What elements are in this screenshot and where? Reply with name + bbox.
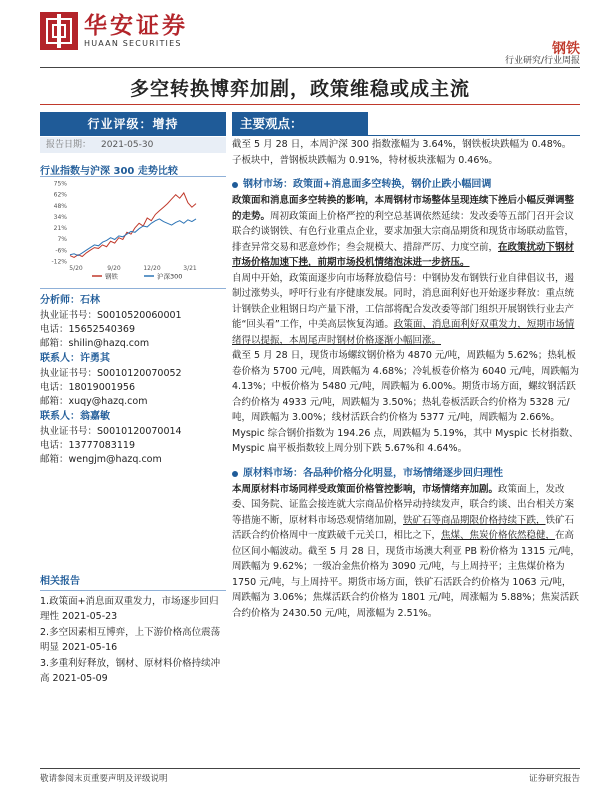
y-tick-label: -6%	[55, 247, 67, 255]
footer-divider	[40, 768, 580, 769]
related-report-item[interactable]: 2.多空因素相互博弈，上下游价格高位震荡明显 2021-05-16	[40, 627, 221, 653]
x-tick-label: 5/20	[69, 265, 83, 272]
raw-highlight: 铁矿石等商品期限价格持续下跌，	[403, 514, 546, 526]
legend-label: 沪深300	[157, 272, 183, 281]
section-raw-materials	[232, 466, 580, 482]
steel-lead-sentence: 政策面和消息面多空转换的影响，本周钢材市场整体呈现连续下挫后小幅反弹调整的走势。	[232, 195, 575, 222]
series-line	[70, 193, 196, 258]
analyst-contacts	[40, 288, 226, 467]
contact-phone: 电话：18019001956	[40, 382, 135, 393]
contact-email[interactable]: 邮箱：wengjm@hazq.com	[40, 454, 162, 465]
company-logo	[40, 12, 188, 50]
logo-chinese-name: 华安证券	[84, 12, 188, 39]
section-steel-market	[232, 177, 580, 193]
y-tick-label: 48%	[53, 202, 67, 210]
bullet-icon	[232, 182, 238, 188]
steel-paragraph-3: 截至 5 月 28 日，现货市场螺纹钢价格为 4870 元/吨，周跌幅为 5.62%；热轧板卷价格为 5700 元/吨，周跌幅为 4.68%；冷轧板卷价格为 6040 元/吨，周跌幅为 4.13%；中板价格为 5480 元/吨，周跌幅为 6.00%。期货市场方面，螺纹钢活跃合约价格为 4933 元/吨，周跌幅为 3.50%；热轧卷板活跃合约价格为 5328 元/吨，周跌幅为 3.00%；线材活跃合约价格为 5377 元/吨，周跌幅为 2.66%。Myspic 综合钢价指数为 194.26 点，周跌幅为 5.19%，其中 Myspic 长材指数、Myspic 扁平板指数较上周分别下跌 5.67%和 4.64%。	[232, 350, 580, 454]
analyst-title: 分析师：石林	[40, 295, 100, 306]
logo-english-name: HUAAN SECURITIES	[84, 39, 182, 48]
analyst-email[interactable]: 邮箱：shilin@hazq.com	[40, 338, 150, 349]
report-date-label: 报告日期：	[46, 140, 92, 150]
analyst-block	[40, 293, 226, 351]
report-date-value: 2021-05-30	[101, 140, 154, 150]
sector-label: 钢铁	[552, 41, 580, 57]
key-points-divider	[368, 135, 580, 136]
y-tick-label: -12%	[51, 258, 67, 266]
x-tick-label: 3/21	[183, 265, 197, 272]
legend-label: 钢铁	[105, 272, 118, 281]
bullet-icon	[232, 471, 238, 477]
series-line	[70, 219, 196, 256]
contact-cert: 执业证书号：S0010120070052	[40, 368, 182, 379]
header-divider	[40, 67, 580, 68]
steel-text: 周初政策面上价格严控的利空总基调依然延续：发改委等五部门召开会议联合约谈钢铁、有色行业重点企业，要求加强大宗商品期货和现货市场联动监管，排查异常交易和恶意炒作；叁会规模大、措辞严厉、力度空前，	[232, 210, 575, 253]
chart-svg	[40, 177, 226, 281]
analyst-phone: 电话：15652540369	[40, 324, 135, 335]
related-reports-title: 相关报告	[40, 572, 226, 591]
report-date	[40, 137, 226, 153]
report-type-footer: 证券研究报告	[528, 774, 580, 784]
x-tick-label: 9/20	[107, 265, 121, 272]
raw-materials-paragraph	[232, 482, 580, 622]
steel-text: 自周中开始，政策面逐步向市场释放稳信号：中钢协发布钢铁行业自律倡议书，遏制过涨势头，呼吁行业有序健康发展。同时，消息面利好也开始逐步释放：重点统计钢铁企业粗钢日均产量下滑，工信部将配合发改委等部门组织开展钢铁行业去产能“回头看”工作，中美高层恢复沟通。	[232, 272, 575, 330]
y-tick-label: 34%	[53, 213, 67, 221]
raw-lead-sentence: 本周原材料市场同样受政策面价格管控影响，市场情绪弃加剧。	[232, 483, 499, 495]
steel-highlight: 政策面、消息面利好双重发力，短期市场情绪得以提振，本周尾声时钢材价格逐渐小幅回涨。	[232, 319, 575, 346]
steel-paragraph-1	[232, 193, 580, 271]
report-category: 行业研究/行业周报	[504, 56, 580, 66]
analyst-cert: 执业证书号：S0010520060001	[40, 310, 182, 321]
y-tick-label: 75%	[53, 180, 67, 188]
index-comparison-chart	[40, 176, 226, 280]
raw-text: 铁矿石活跃合约价格周中一度跌破千元关口，相比之下，	[232, 514, 575, 541]
related-report-item[interactable]: 3.多重利好释放，钢材、原材料价格持续冲高 2021-05-09	[40, 658, 221, 684]
industry-rating: 行业评级：增持	[40, 112, 226, 136]
related-reports	[40, 572, 226, 688]
x-tick-label: 12/20	[143, 265, 161, 272]
key-points-header: 主要观点：	[232, 112, 368, 136]
contact-block	[40, 409, 226, 467]
contact-title: 联系人：许勇其	[40, 353, 110, 364]
steel-paragraph-2	[232, 271, 580, 349]
key-points-body	[232, 137, 580, 621]
contact-title: 联系人：翁嘉敏	[40, 411, 110, 422]
title-divider	[40, 104, 580, 105]
y-tick-label: 21%	[53, 225, 67, 233]
related-report-item[interactable]: 1.政策面+消息面双重发力，市场逐步回归理性 2021-05-23	[40, 596, 219, 622]
raw-highlight: 焦煤、焦炭价格依然稳健，	[441, 530, 556, 541]
contact-cert: 执业证书号：S0010120070014	[40, 426, 182, 437]
report-title: 多空转换博弈加剧，政策维稳或成主流	[129, 78, 470, 100]
chart-title: 行业指数与沪深 300 走势比较	[40, 166, 178, 177]
section-title: 钢材市场：政策面+消息面多空转换，钢价止跌小幅回调	[243, 179, 492, 190]
steel-highlight: 在政策扰动下钢材市场价格加速下挫，前期市场投机情绪泡沫进一步挤压。	[232, 241, 575, 268]
logo-seal-icon	[40, 12, 78, 50]
section-title: 原材料市场：各品种价格分化明显，市场情绪逐步回归理性	[243, 467, 503, 479]
raw-text: 政策面上，发改委、国务院、证监会接连就大宗商品价格异动持续发声，联合约谈、出台相关方案等措施不断，原材料市场恐观情绪加剧，	[232, 483, 575, 526]
contact-email[interactable]: 邮箱：xuqy@hazq.com	[40, 396, 148, 407]
contact-block	[40, 351, 226, 409]
raw-text: 在高位区间小幅波动。截至 5 月 28 日，现货市场澳大利亚 PB 粉价格为 1315 元/吨，周跌幅为 9.62%；一级冶金焦价格为 3090 元/吨，与上周持平；主焦煤价格为 1750 元/吨，与上周持平。期货市场方面，铁矿石活跃合约价格为 1063 元/吨，周跌幅为 3.06%；焦煤活跃合约价格为 1801 元/吨，周涨幅为 5.88%；焦炭活跃合约价格为 2430.50 元/吨，周涨幅为 2.51%。	[232, 530, 580, 619]
disclaimer-note[interactable]: 敬请参阅末页重要声明及评级说明	[40, 774, 168, 784]
y-tick-label: 7%	[57, 236, 67, 244]
weekly-summary: 截至 5 月 28 日，本周沪深 300 指数涨幅为 3.64%，钢铁板块跌幅为 0.48%。子板块中，普钢板块跌幅为 0.91%，特材板块涨幅为 0.46%。	[232, 139, 572, 166]
contact-phone: 电话：13777083119	[40, 440, 135, 451]
y-tick-label: 62%	[53, 191, 67, 199]
